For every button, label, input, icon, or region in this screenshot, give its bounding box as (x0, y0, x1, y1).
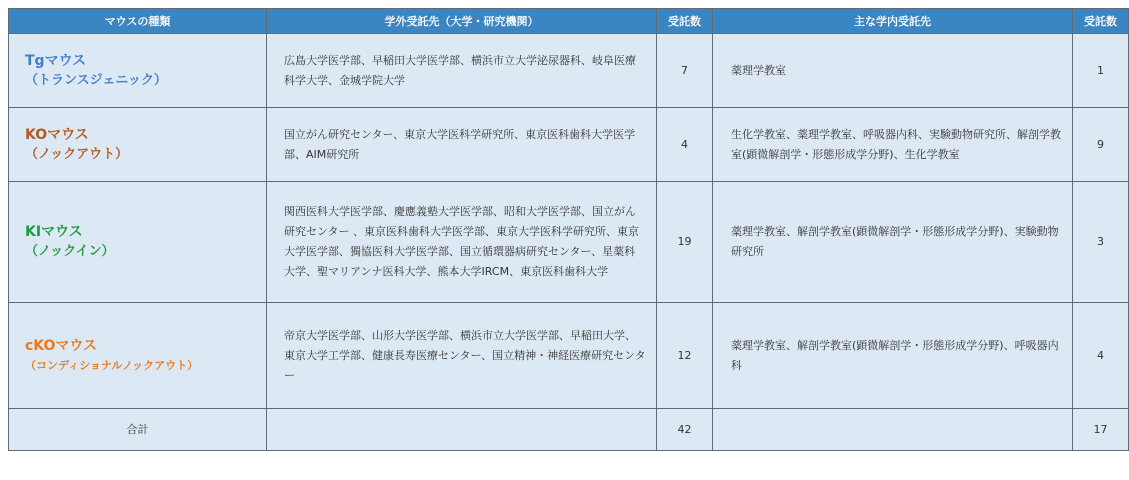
internal-count-cell: 4 (1073, 303, 1129, 409)
empty-cell (267, 409, 657, 451)
table-row-ki (9, 182, 1129, 303)
internal-count-cell: 9 (1073, 108, 1129, 182)
mouse-contract-table (8, 8, 1129, 451)
internal-departments-cell: 薬理学教室、解剖学教室(顕微解剖学・形態形成学分野)、呼吸器内科 (713, 303, 1073, 409)
table-row-tg (9, 34, 1129, 108)
header-external-count: 受託数 (657, 9, 713, 34)
header-internal-departments: 主な学内受託先 (713, 9, 1073, 34)
external-institutions-cell: 帝京大学医学部、山形大学医学部、横浜市立大学医学部、早稲田大学、東京大学工学部、健康長寿医療センター、国立精神・神経医療研究センター (267, 303, 657, 409)
internal-count-cell: 1 (1073, 34, 1129, 108)
header-mouse-type: マウスの種類 (9, 9, 267, 34)
table-row-total (9, 409, 1129, 451)
mouse-type-name: cKOマウス (25, 337, 97, 354)
external-institutions-cell: 広島大学医学部、早稲田大学医学部、横浜市立大学泌尿器科、岐阜医療科学大学、金城学院大学 (267, 34, 657, 108)
internal-departments-cell: 生化学教室、薬理学教室、呼吸器内科、実験動物研究所、解剖学教室(顕微解剖学・形態形成学分野)、生化学教室 (713, 108, 1073, 182)
mouse-type-subtitle: （ノックアウト） (25, 146, 129, 162)
total-internal-count: 17 (1073, 409, 1129, 451)
mouse-type-name: Tgマウス (25, 52, 87, 69)
external-count-cell: 19 (657, 182, 713, 303)
total-external-count: 42 (657, 409, 713, 451)
external-institutions-cell: 関西医科大学医学部、慶應義塾大学医学部、昭和大学医学部、国立がん研究センター 、東京医科歯科大学医学部、東京大学医科学研究所、東京大学医学部、獨協医科大学医学部、国立循環器病研究センター、星薬科大学、聖マリアンナ医科大学、熊本大学IRCM、東京医科歯科大学 (267, 182, 657, 303)
empty-cell (713, 409, 1073, 451)
mouse-type-subtitle: （ノックイン） (25, 244, 115, 259)
mouse-type-subtitle: （コンディショナルノックアウト） (25, 358, 199, 372)
internal-departments-cell: 薬理学教室、解剖学教室(顕微解剖学・形態形成学分野)、実験動物研究所 (713, 182, 1073, 303)
table-row-cko (9, 303, 1129, 409)
mouse-type-name: KIマウス (25, 224, 83, 240)
header-internal-count: 受託数 (1073, 9, 1129, 34)
total-label: 合計 (9, 409, 267, 451)
internal-departments-cell: 薬理学教室 (713, 34, 1073, 108)
external-institutions-cell: 国立がん研究センター、東京大学医科学研究所、東京医科歯科大学医学部、AIM研究所 (267, 108, 657, 182)
header-external-institutions: 学外受託先（大学・研究機関） (267, 9, 657, 34)
mouse-type-cell (9, 182, 267, 303)
external-count-cell: 12 (657, 303, 713, 409)
mouse-type-cell (9, 34, 267, 108)
table-row-ko (9, 108, 1129, 182)
mouse-type-name: KOマウス (25, 126, 89, 143)
internal-count-cell: 3 (1073, 182, 1129, 303)
mouse-type-subtitle: （トランスジェニック） (25, 72, 167, 88)
mouse-type-cell (9, 108, 267, 182)
external-count-cell: 7 (657, 34, 713, 108)
header-row (9, 9, 1129, 34)
mouse-type-cell (9, 303, 267, 409)
external-count-cell: 4 (657, 108, 713, 182)
